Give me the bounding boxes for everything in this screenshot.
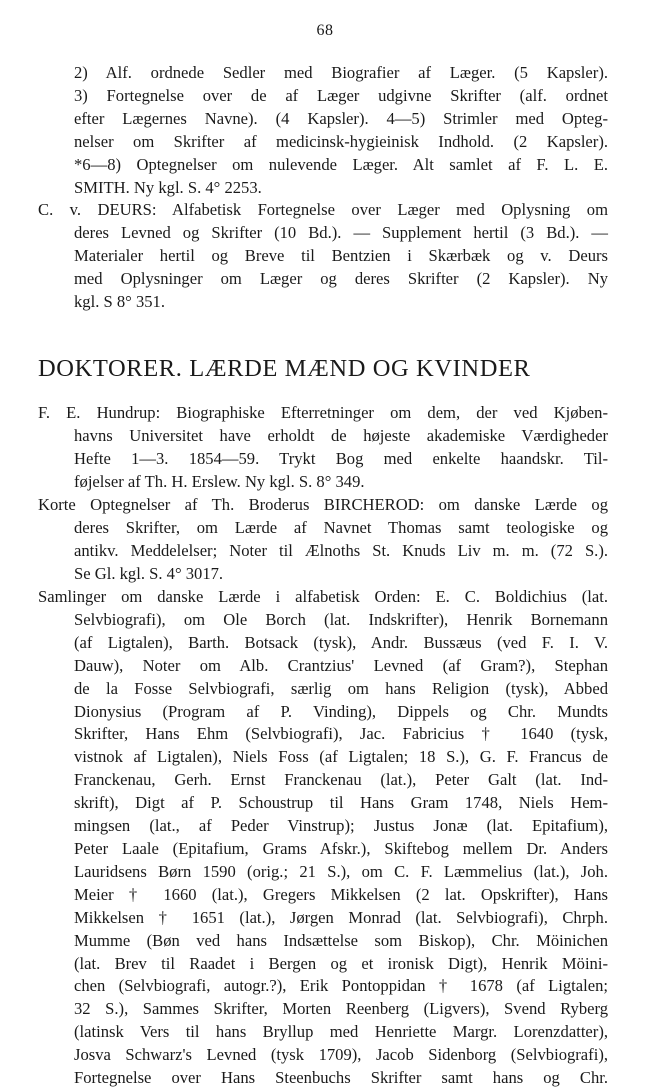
text-line: C. v. DEURS: Alfabetisk Fortegnelse over Læger med Oplysning om: [38, 200, 608, 219]
entry-samlinger: [38, 586, 608, 1090]
text-line: Korte Optegnelser af Th. Broderus BIRCHEROD: om danske Lærde og: [38, 495, 608, 514]
text-line: Selvbiografi), om Ole Borch (lat. Indskrifter), Henrik Bornemann: [74, 609, 608, 629]
text-line: *6—8) Optegnelser om nulevende Læger. Alt samlet af F. L. E.: [74, 154, 608, 174]
text-line: havns Universitet have erholdt de højeste akademiske Værdigheder: [74, 425, 608, 445]
text-line: de la Fosse Selvbiografi, særlig om hans Religion (tysk), Abbed: [74, 678, 608, 698]
text-line: (af Ligtalen), Barth. Botsack (tysk), Andr. Bussæus (ved F. I. V.: [74, 632, 608, 652]
text-line: med Oplysninger om Læger og deres Skrifter (2 Kapsler). Ny: [74, 268, 608, 288]
deurs-entry: [38, 199, 608, 314]
text-line: SMITH. Ny kgl. S. 4° 2253.: [74, 177, 262, 197]
text-line: skrift), Digt af P. Schoustrup til Hans Gram 1748, Niels Hem-: [74, 793, 608, 813]
text-line: Samlinger om danske Lærde i alfabetisk Orden: E. C. Boldichius (lat.: [38, 587, 608, 606]
medical-records-entry: [38, 62, 608, 199]
section-heading: DOKTORER. LÆRDE MÆND OG KVINDER: [38, 355, 531, 382]
page-number: 68: [316, 22, 334, 39]
text-line: deres Skrifter, om Lærde af Navnet Thomas samt teologiske og: [74, 517, 608, 537]
hundrup-entry: [38, 402, 608, 494]
text-line: nelser om Skrifter af medicinsk-hygieinisk Indhold. (2 Kapsler).: [74, 131, 608, 151]
text-line: Skrifter, Hans Ehm (Selvbiografi), Jac. Fabricius † 1640 (tysk,: [74, 724, 608, 744]
text-line: F. E. Hundrup: Biographiske Efterretninger om dem, der ved Kjøben-: [38, 403, 608, 422]
text-line: (lat. Brev til Raadet i Bergen og et ironisk Digt), Henrik Möini-: [74, 953, 608, 973]
samlinger-entry: [38, 586, 608, 1090]
entry-hundrup: [38, 402, 608, 494]
text-line: Lauridsens Børn 1590 (orig.; 21 S.), om C. F. Læmmelius (lat.), Joh.: [74, 861, 608, 881]
text-line: Mumme (Bøn ved hans Indsættelse som Biskop), Chr. Möinichen: [74, 930, 608, 950]
text-line: Josva Schwarz's Levned (tysk 1709), Jacob Sidenborg (Selvbiografi),: [74, 1045, 608, 1065]
text-line: Franckenau, Gerh. Ernst Franckenau (lat.), Peter Galt (lat. Ind-: [74, 770, 608, 790]
text-line: Mikkelsen † 1651 (lat.), Jørgen Monrad (lat. Selvbiografi), Chrph.: [74, 907, 608, 927]
text-line: Dauw), Noter om Alb. Crantzius' Levned (af Gram?), Stephan: [74, 655, 608, 675]
text-line: (latinsk Vers til hans Bryllup med Henriette Margr. Lorenzdatter),: [74, 1022, 608, 1042]
text-line: vistnok af Ligtalen), Niels Foss (af Ligtalen; 18 S.), G. F. Francus de: [74, 747, 608, 767]
entry-deurs: [38, 199, 608, 314]
entry-smith: [38, 62, 608, 199]
text-line: Dionysius (Program af P. Vinding), Dippels og Chr. Mundts: [74, 701, 608, 721]
entry-bircherod: [38, 494, 608, 586]
text-line: Se Gl. kgl. S. 4° 3017.: [74, 563, 224, 583]
text-line: Materialer hertil og Breve til Bentzien i Skærbæk og v. Deurs: [74, 245, 608, 265]
bircherod-entry: [38, 494, 608, 586]
text-line: 32 S.), Sammes Skrifter, Morten Reenberg (Ligvers), Svend Ryberg: [74, 999, 608, 1019]
text-line: kgl. S 8° 351.: [74, 291, 165, 311]
text-line: Meier † 1660 (lat.), Gregers Mikkelsen (2 lat. Opskrifter), Hans: [74, 884, 608, 904]
text-line: deres Levned og Skrifter (10 Bd.). — Supplement hertil (3 Bd.). —: [74, 222, 608, 242]
text-line: chen (Selvbiografi, autogr.?), Erik Pontoppidan † 1678 (af Ligtalen;: [74, 976, 608, 996]
text-line: 3) Fortegnelse over de af Læger udgivne Skrifter (alf. ordnet: [74, 85, 608, 105]
text-line: Fortegnelse over Hans Steenbuchs Skrifter samt hans og Chr.: [74, 1068, 608, 1088]
text-line: Hefte 1—3. 1854—59. Trykt Bog med enkelte haandskr. Til-: [74, 448, 608, 468]
text-line: føjelser af Th. H. Erslew. Ny kgl. S. 8° 349.: [74, 471, 365, 491]
text-line: mingsen (lat., af Peder Vinstrup); Justus Jonæ (lat. Epitafium),: [74, 816, 608, 836]
text-line: efter Lægernes Navne). (4 Kapsler). 4—5) Strimler med Opteg-: [74, 108, 608, 128]
text-line: Peter Laale (Epitafium, Grams Afskr.), Skiftebog mellem Dr. Anders: [74, 838, 608, 858]
text-line: antikv. Meddelelser; Noter til Ælnoths St. Knuds Liv m. m. (72 S.).: [74, 540, 608, 560]
text-line: 2) Alf. ordnede Sedler med Biografier af Læger. (5 Kapsler).: [74, 63, 608, 82]
